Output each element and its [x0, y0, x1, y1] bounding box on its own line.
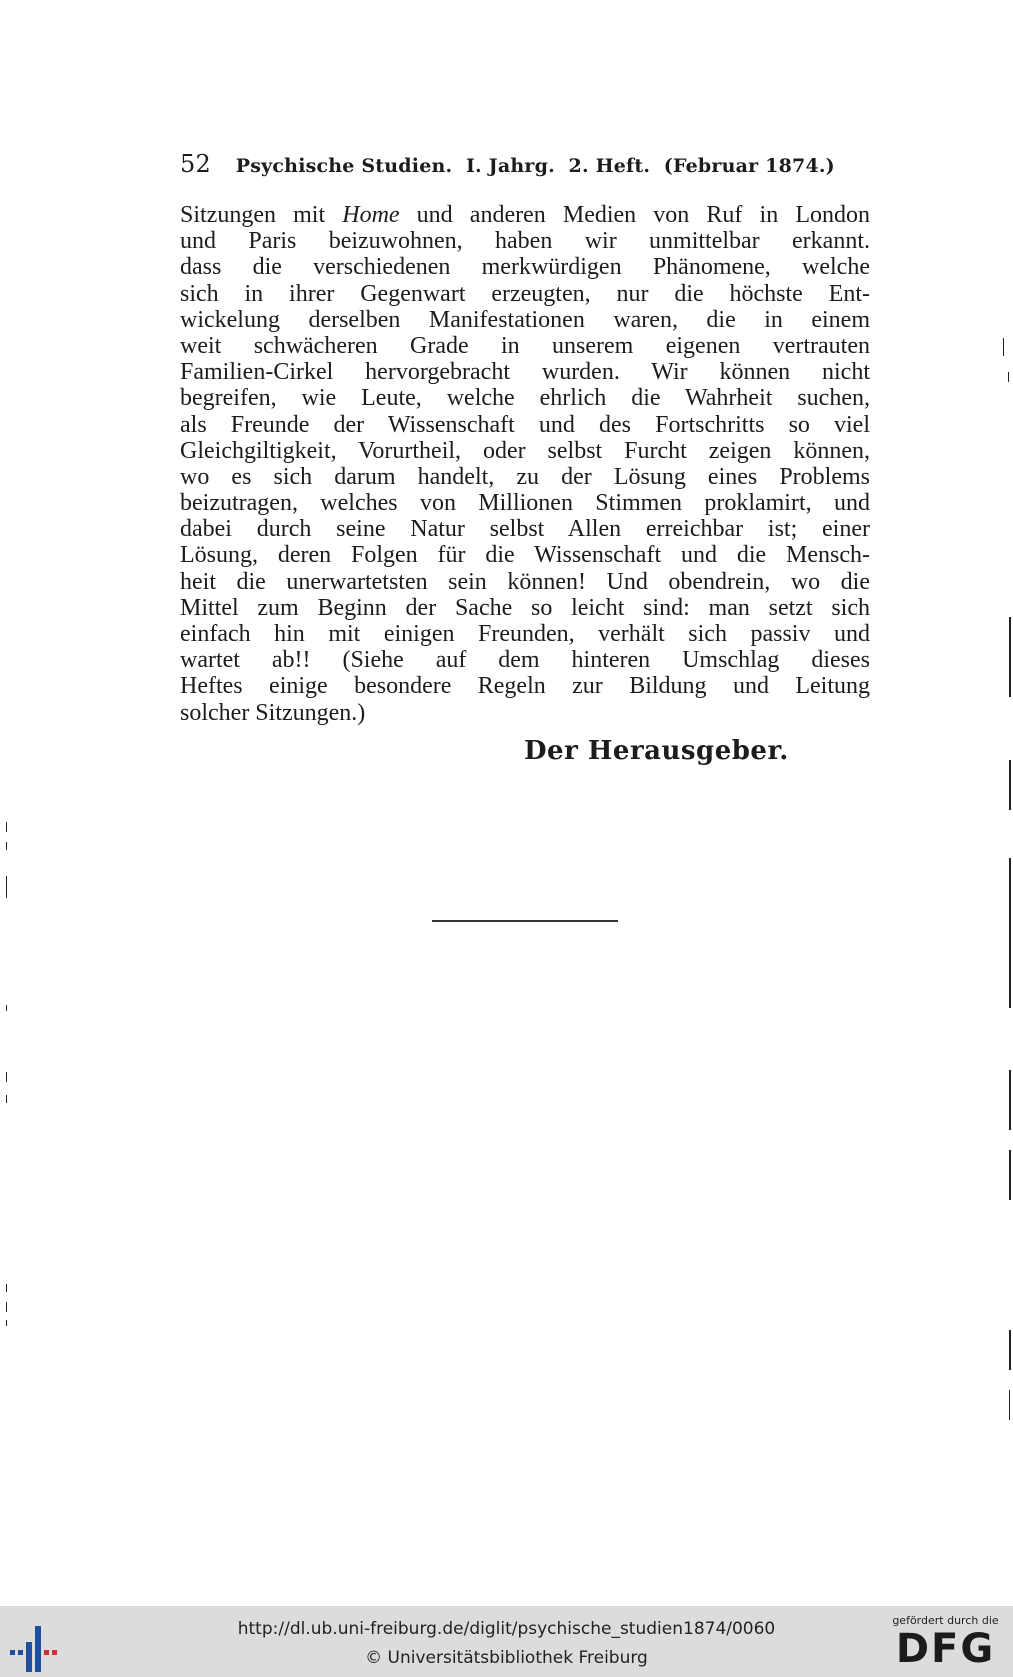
scan-edge-mark [1009, 760, 1011, 810]
scan-edge-mark [1003, 338, 1004, 356]
scan-edge-mark [6, 1284, 7, 1292]
scan-edge-mark [6, 1005, 7, 1011]
text-line: als Freunde der Wissenschaft und des Fortschritts so viel [180, 411, 870, 438]
text-line: Gleichgiltigkeit, Vorurtheil, oder selbst Furcht zeigen können, [180, 437, 870, 464]
text-line: Familien-Cirkel hervorgebracht wurden. Wir können nicht [180, 359, 870, 386]
text-line: und Paris beizuwohnen, haben wir unmittelbar erkannt. [180, 228, 870, 255]
emphasis-name: Home [342, 202, 400, 228]
section-rule [432, 920, 618, 922]
scan-edge-mark [6, 1095, 7, 1103]
dfg-tagline: gefördert durch die [892, 1614, 999, 1627]
text-segment: und anderen Medien von Ruf in London [399, 202, 870, 228]
text-line: wickelung derselben Manifestationen waren, die in einem [180, 306, 870, 333]
scan-edge-mark [6, 876, 7, 898]
text-line: weit schwächeren Grade in unserem eigenen vertrauten [180, 332, 870, 359]
text-line: beizutragen, welches von Millionen Stimmen proklamirt, und [180, 490, 870, 517]
text-line: Lösung, deren Folgen für die Wissenschaft und die Mensch- [180, 542, 870, 569]
body-paragraph [180, 202, 870, 726]
scan-edge-mark [1009, 1150, 1011, 1200]
scan-edge-mark [1009, 617, 1011, 697]
scan-edge-mark [1009, 858, 1011, 1008]
text-segment: Sitzungen mit [180, 202, 343, 228]
scan-edge-mark [1009, 1390, 1010, 1420]
text-line: Mittel zum Beginn der Sache so leicht sind: man setzt sich [180, 594, 870, 621]
text-line [180, 202, 870, 228]
dfg-logo-text: DFG [895, 1626, 996, 1672]
scan-edge-mark [6, 1072, 7, 1082]
text-line: solcher Sitzungen.) [180, 699, 366, 726]
text-line: sich in ihrer Gegenwart erzeugten, nur die höchste Ent- [180, 280, 870, 307]
scan-edge-mark [6, 1302, 7, 1312]
text-line: begreifen, wie Leute, welche ehrlich die Wahrheit suchen, [180, 385, 870, 412]
dfg-logo [888, 1614, 1003, 1672]
text-line: Heftes einige besondere Regeln zur Bildung und Leitung [180, 673, 870, 700]
running-title: Psychische Studien. I. Jahrg. 2. Heft. (Februar 1874.) [235, 155, 835, 177]
text-line: einfach hin mit einigen Freunden, verhält sich passiv und [180, 621, 870, 647]
scan-edge-mark [6, 822, 7, 832]
scan-edge-mark [6, 842, 7, 850]
signature: Der Herausgeber. [524, 736, 789, 766]
text-line: dabei durch seine Natur selbst Allen erreichbar ist; einer [180, 516, 870, 543]
scan-edge-mark [1008, 372, 1009, 382]
text-line: heit die unerwartetsten sein können! Und obendrein, wo die [180, 568, 870, 595]
copyright-notice: © Universitätsbibliothek Freiburg [365, 1648, 648, 1668]
text-line: wo es sich darum handelt, zu der Lösung eines Problems [180, 463, 870, 490]
scan-edge-mark [1009, 1070, 1011, 1130]
text-line: dass die verschiedenen merkwürdigen Phänomene, welche [180, 254, 870, 281]
footer-bar [0, 1606, 1013, 1677]
document-url[interactable]: http://dl.ub.uni-freiburg.de/diglit/psychische_studien1874/0060 [237, 1619, 776, 1639]
scan-edge-mark [6, 1320, 7, 1326]
text-line: wartet ab!! (Siehe auf dem hinteren Umschlag dieses [180, 647, 870, 674]
running-header [180, 150, 880, 178]
page-number: 52 [180, 150, 211, 178]
scan-edge-mark [1009, 1330, 1011, 1370]
